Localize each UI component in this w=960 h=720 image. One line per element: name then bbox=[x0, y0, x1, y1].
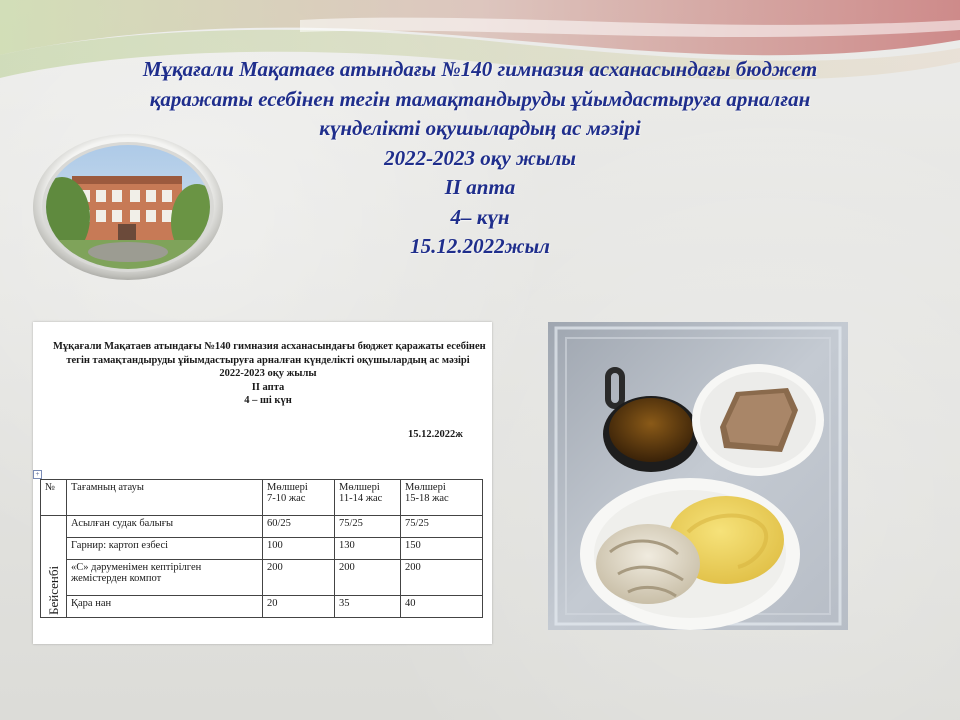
header-name: Тағамның атауы bbox=[67, 480, 263, 516]
table-row bbox=[41, 516, 483, 538]
title-line: күнделікті оқушылардың ас мәзірі bbox=[319, 116, 641, 140]
header-no: № bbox=[41, 480, 67, 516]
title-line: 2022-2023 оқу жылы bbox=[384, 145, 576, 170]
document-header bbox=[53, 340, 486, 408]
portion-7-10: 20 bbox=[263, 596, 335, 618]
portion-7-10: 60/25 bbox=[263, 516, 335, 538]
doc-header-line: ІІ апта bbox=[251, 381, 285, 393]
dish-name: Асылған судак балығы bbox=[67, 516, 263, 538]
table-row bbox=[41, 538, 483, 560]
header-label: Мөлшері bbox=[339, 482, 380, 493]
title-line: 15.12.2022жыл bbox=[410, 234, 550, 258]
portion-11-14: 200 bbox=[335, 560, 401, 596]
table-header-row bbox=[41, 480, 483, 516]
portion-11-14: 75/25 bbox=[335, 516, 401, 538]
header-sub: 11-14 жас bbox=[339, 493, 383, 504]
header-sub: 7-10 жас bbox=[267, 493, 306, 504]
portion-11-14: 35 bbox=[335, 596, 401, 618]
doc-header-line: тегін тамақтандыруды ұйымдастыруға арналған күнделікті оқушылардың ас мәзірі bbox=[66, 354, 470, 366]
portion-15-18: 150 bbox=[401, 538, 483, 560]
dish-name: Гарнир: картоп езбесі bbox=[67, 538, 263, 560]
header-sub: 15-18 жас bbox=[405, 493, 449, 504]
title-line: ІІ апта bbox=[444, 175, 516, 199]
portion-15-18: 40 bbox=[401, 596, 483, 618]
portion-15-18: 200 bbox=[401, 560, 483, 596]
portion-15-18: 75/25 bbox=[401, 516, 483, 538]
school-photo bbox=[32, 132, 224, 282]
portion-7-10: 100 bbox=[263, 538, 335, 560]
header-age-11-14 bbox=[335, 480, 401, 516]
portion-7-10: 200 bbox=[263, 560, 335, 596]
title-line: қаражаты есебінен тегін тамақтандыруды ұйымдастыруға арналған bbox=[149, 86, 811, 111]
doc-header-line: Мұқағали Мақатаев атындағы №140 гимназия асханасындағы бюджет қаражаты есебінен bbox=[53, 341, 486, 352]
dish-name: «С» дәруменімен кептірілген жемістерден компот bbox=[67, 560, 263, 596]
menu-table bbox=[40, 479, 483, 618]
meal-photo bbox=[548, 322, 848, 630]
portion-11-14: 130 bbox=[335, 538, 401, 560]
doc-header-line: 2022-2023 оқу жылы bbox=[219, 368, 317, 379]
doc-header-line: 4 – ші күн bbox=[244, 395, 292, 406]
document-date: 15.12.2022ж bbox=[408, 429, 463, 440]
header-label: Мөлшері bbox=[405, 482, 446, 493]
table-row bbox=[41, 596, 483, 618]
title-line: 4– күн bbox=[450, 204, 510, 229]
header-age-15-18 bbox=[401, 480, 483, 516]
table-move-handle-icon: + bbox=[33, 470, 42, 479]
menu-document bbox=[33, 322, 492, 644]
header-label: Мөлшері bbox=[267, 482, 308, 493]
dish-name: Қара нан bbox=[67, 596, 263, 618]
table-row bbox=[41, 560, 483, 596]
day-label: Бейсенбі bbox=[41, 516, 67, 618]
title-line: Мұқағали Мақатаев атындағы №140 гимназия асханасындағы бюджет bbox=[142, 57, 818, 81]
header-age-7-10 bbox=[263, 480, 335, 516]
